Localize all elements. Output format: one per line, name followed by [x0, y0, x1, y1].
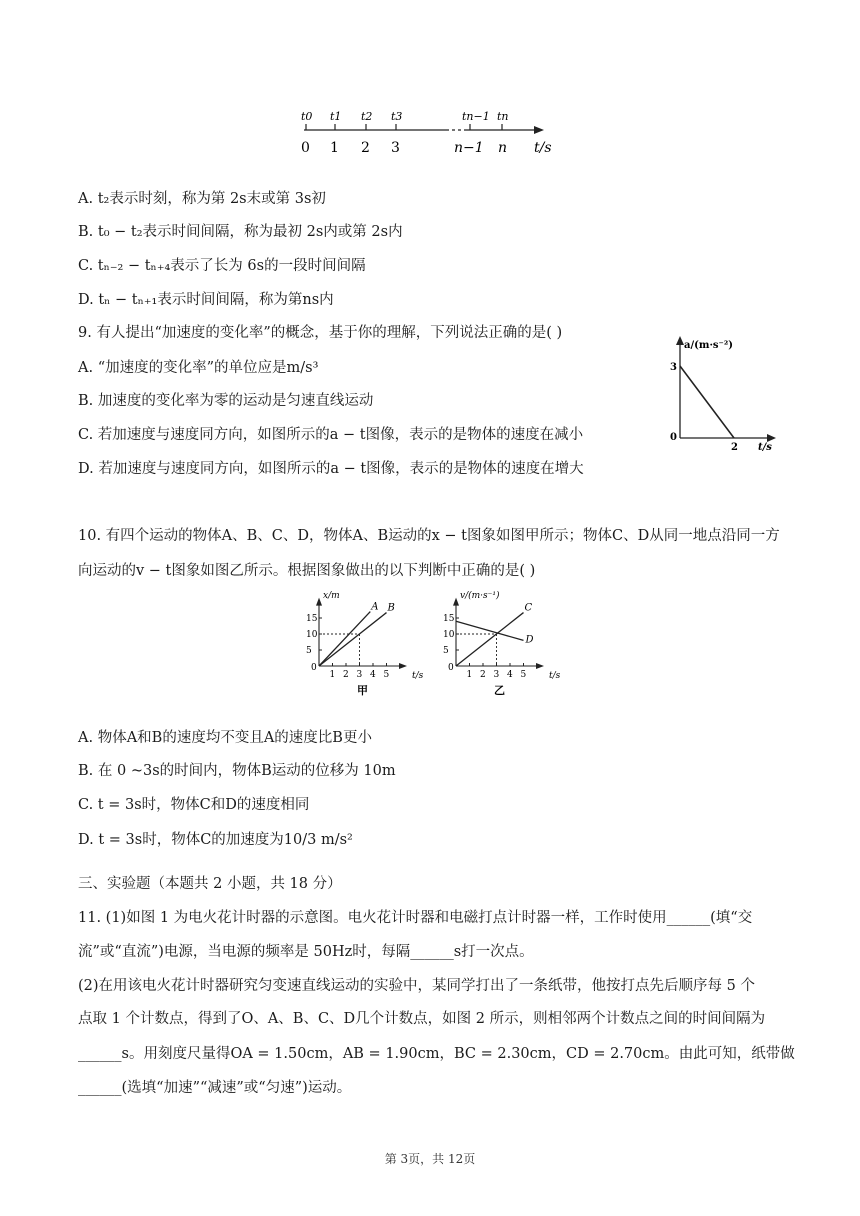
page-footer: 第 3页，共 12页 — [384, 1152, 476, 1166]
chart-yi — [440, 588, 565, 698]
series-line-D — [456, 621, 524, 640]
q11-line4: 点取 1 个计数点，得到了O、A、B、C、D几个计数点，如图 2 所示，则相邻两个计数点之间的时间间隔为 — [78, 1011, 766, 1027]
at-ylabel: a/(m·s⁻²) — [684, 340, 733, 351]
origin-label: 0 — [311, 663, 317, 673]
q9-option-a: A. “加速度的变化率”的单位应是m/s³ — [78, 360, 319, 376]
y-axis-label: x/m — [323, 591, 340, 601]
q10-option-b: B. 在 0 ~3s的时间内，物体B运动的位移为 10m — [78, 763, 396, 779]
q11-line3: (2)在用该电火花计时器研究匀变速直线运动的实验中，某同学打出了一条纸带，他按打点先后顺序每 5 个 — [78, 978, 755, 994]
y-tick-label: 15 — [443, 614, 455, 624]
series-label-B: B — [387, 602, 395, 614]
q9-option-c: C. 若加速度与速度同方向，如图所示的a − t图像，表示的是物体的速度在减小 — [78, 427, 584, 443]
y-tick-label: 5 — [443, 646, 449, 656]
q11-line6: ______(选填“加速”“减速”或“匀速”)运动。 — [78, 1080, 352, 1096]
series-line-A — [319, 612, 370, 666]
q8-option-d: D. tₙ − tₙ₊₁表示时间间隔，称为第ns内 — [78, 292, 334, 308]
q9-option-b: B. 加速度的变化率为零的运动是匀速直线运动 — [78, 393, 374, 409]
y-axis-arrow — [316, 598, 322, 606]
q10-option-c: C. t = 3s时，物体C和D的速度相同 — [78, 797, 310, 813]
axis-label-ts: t/s — [534, 140, 552, 156]
y-tick-label: 15 — [306, 614, 318, 624]
chart-title: 甲 — [357, 684, 368, 697]
y-tick-label: 10 — [306, 630, 318, 640]
q11-line5: ______s。用刻度尺量得OA = 1.50cm，AB = 1.90cm，BC = 2.30cm，CD = 2.70cm。由此可知，纸带做 — [78, 1046, 795, 1062]
q11-line1: 11. (1)如图 1 为电火花计时器的示意图。电火花计时器和电磁打点计时器一样，工作时使用______(填“交 — [78, 910, 753, 926]
q9-option-d: D. 若加速度与速度同方向，如图所示的a − t图像，表示的是物体的速度在增大 — [78, 461, 584, 477]
y-tick-label: 10 — [443, 630, 455, 640]
series-line-C — [456, 613, 524, 666]
q8-option-c: C. tₙ₋₂ − tₙ₊₄表示了长为 6s的一段时间间隔 — [78, 258, 366, 274]
series-label-C: C — [524, 602, 533, 614]
x-axis-arrow — [399, 663, 407, 669]
num-2: 2 — [361, 140, 370, 156]
x-tick-label: 3 — [356, 670, 363, 680]
x-tick-label: 2 — [480, 670, 486, 680]
at-xlabel: t/s — [758, 442, 772, 453]
y-axis-label: v/(m·s⁻¹) — [460, 591, 500, 601]
num-n: n — [498, 140, 508, 156]
at-ytick: 3 — [670, 362, 677, 373]
tick-tn-1: tn−1 — [462, 110, 490, 123]
series-label-A: A — [371, 601, 379, 613]
origin-label: 0 — [448, 663, 454, 673]
at-xtick: 2 — [731, 442, 738, 453]
num-3: 3 — [391, 140, 400, 156]
num-n-1: n−1 — [454, 140, 484, 156]
tick-t2: t2 — [361, 110, 373, 123]
q11-line2: 流”或“直流”)电源，当电源的频率是 50Hz时，每隔______s打一次点。 — [78, 944, 534, 960]
x-tick-label: 2 — [343, 670, 349, 680]
q10-stem-line2: 向运动的v − t图象如图乙所示。根据图象做出的以下判断中正确的是( ) — [78, 563, 536, 579]
q10-stem-line1: 10. 有四个运动的物体A、B、C、D，物体A、B运动的x − t图象如图甲所示；物体C、D从同一地点沿同一方 — [78, 528, 780, 544]
q10-option-d: D. t = 3s时，物体C的加速度为10/3 m/s² — [78, 832, 353, 848]
x-tick-label: 5 — [383, 670, 390, 680]
x-axis-label: t/s — [549, 671, 561, 681]
y-axis-arrow — [453, 598, 459, 606]
q8-option-a: A. t₂表示时刻，称为第 2s末或第 3s初 — [78, 191, 326, 207]
x-tick-label: 1 — [329, 670, 336, 680]
at-line — [680, 366, 734, 438]
tick-t0: t0 — [301, 110, 313, 123]
section-3-heading: 三、实验题（本题共 2 小题，共 18 分） — [78, 876, 342, 892]
chart-title: 乙 — [494, 684, 505, 697]
series-label-D: D — [525, 634, 534, 646]
q9-stem: 9. 有人提出“加速度的变化率”的概念，基于你的理解，下列说法正确的是( ) — [78, 325, 563, 341]
y-tick-label: 5 — [306, 646, 312, 656]
timeline-figure — [296, 100, 566, 160]
chart-jia — [303, 588, 428, 698]
num-0: 0 — [301, 140, 310, 156]
q8-option-b: B. t₀ − t₂表示时间间隔，称为最初 2s内或第 2s内 — [78, 224, 403, 240]
x-axis-label: t/s — [412, 671, 424, 681]
x-axis-arrow — [536, 663, 544, 669]
series-line-B — [319, 613, 387, 666]
tick-tn: tn — [497, 110, 509, 123]
num-1: 1 — [330, 140, 339, 156]
x-tick-label: 5 — [520, 670, 527, 680]
x-tick-label: 4 — [507, 670, 513, 680]
x-tick-label: 1 — [466, 670, 473, 680]
timeline-ticks — [306, 124, 502, 130]
tick-t1: t1 — [330, 110, 342, 123]
q10-option-a: A. 物体A和B的速度均不变且A的速度比B更小 — [78, 730, 372, 746]
at-origin: 0 — [670, 432, 677, 443]
q9-at-graph — [662, 330, 787, 460]
tick-t3: t3 — [391, 110, 403, 123]
x-tick-label: 3 — [493, 670, 500, 680]
x-tick-label: 4 — [370, 670, 376, 680]
